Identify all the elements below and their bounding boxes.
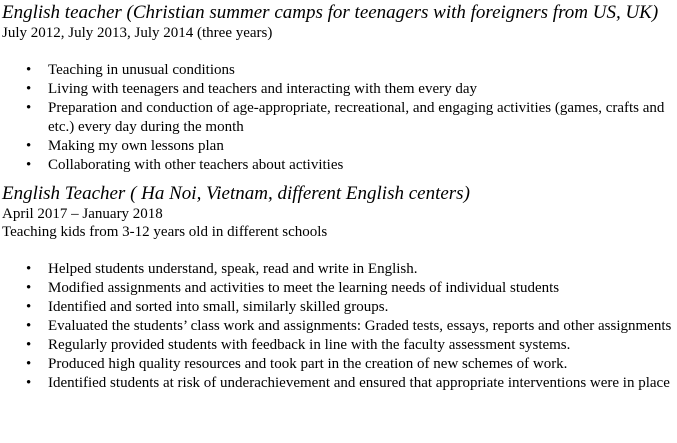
bullet-icon: • bbox=[26, 299, 32, 315]
list-item-text: Regularly provided students with feedback in line with the faculty assessment systems. bbox=[48, 337, 571, 353]
bullet-icon: • bbox=[26, 62, 32, 78]
list-item bbox=[2, 355, 675, 374]
list-item bbox=[2, 61, 675, 80]
job-summary: Teaching kids from 3-12 years old in different schools bbox=[2, 224, 328, 240]
job-duties-list bbox=[2, 260, 675, 393]
list-item-text: Modified assignments and activities to meet the learning needs of individual students bbox=[48, 280, 560, 296]
bullet-icon: • bbox=[26, 81, 32, 97]
list-item-text: Identified students at risk of underachievement and ensured that appropriate interventions were in place bbox=[48, 375, 670, 391]
resume-document bbox=[2, 0, 675, 393]
list-item-text: Making my own lessons plan bbox=[48, 138, 224, 154]
list-item bbox=[2, 137, 675, 156]
job-title: English teacher (Christian summer camps for teenagers with foreigners from US, UK) bbox=[2, 2, 659, 23]
bullet-icon: • bbox=[26, 100, 32, 116]
bullet-icon: • bbox=[26, 356, 32, 372]
list-item-text: Produced high quality resources and took part in the creation of new schemes of work. bbox=[48, 356, 568, 372]
job-dates: July 2012, July 2013, July 2014 (three years) bbox=[2, 25, 273, 41]
list-item bbox=[2, 279, 675, 298]
list-item-text: Teaching in unusual conditions bbox=[48, 62, 235, 78]
job-entry-camp-teacher bbox=[2, 2, 675, 175]
list-item bbox=[2, 80, 675, 99]
list-item bbox=[2, 374, 675, 393]
list-item-text: Living with teenagers and teachers and interacting with them every day bbox=[48, 81, 478, 97]
bullet-icon: • bbox=[26, 280, 32, 296]
list-item bbox=[2, 298, 675, 317]
list-item-text: Evaluated the students’ class work and assignments: Graded tests, essays, reports and other assignments bbox=[48, 318, 672, 334]
list-item bbox=[2, 156, 675, 175]
list-item bbox=[2, 336, 675, 355]
bullet-icon: • bbox=[26, 138, 32, 154]
bullet-icon: • bbox=[26, 157, 32, 173]
bullet-icon: • bbox=[26, 261, 32, 277]
list-item-text: Preparation and conduction of age-appropriate, recreational, and engaging activities (games, crafts and etc.) every day during the month bbox=[48, 100, 665, 135]
job-duties-list bbox=[2, 61, 675, 175]
job-entry-english-centers bbox=[2, 183, 675, 393]
bullet-icon: • bbox=[26, 337, 32, 353]
cropped-section-heading bbox=[82, 0, 675, 2]
list-item bbox=[2, 260, 675, 279]
list-item-text: Collaborating with other teachers about activities bbox=[48, 157, 344, 173]
list-item bbox=[2, 317, 675, 336]
list-item bbox=[2, 99, 675, 137]
list-item-text: Identified and sorted into small, similarly skilled groups. bbox=[48, 299, 389, 315]
job-title: English Teacher ( Ha Noi, Vietnam, different English centers) bbox=[2, 183, 470, 204]
job-dates: April 2017 – January 2018 bbox=[2, 206, 163, 222]
list-item-text: Helped students understand, speak, read and write in English. bbox=[48, 261, 418, 277]
bullet-icon: • bbox=[26, 375, 32, 391]
bullet-icon: • bbox=[26, 318, 32, 334]
